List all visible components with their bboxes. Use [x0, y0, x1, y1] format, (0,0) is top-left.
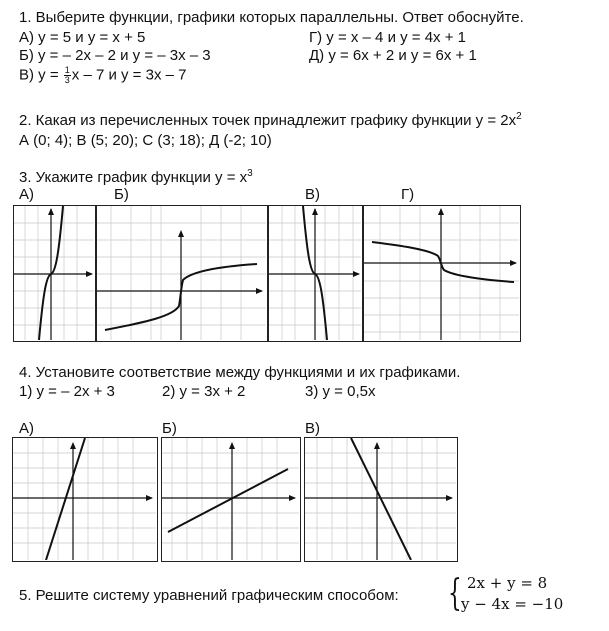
y-axis-arrow-icon: [312, 208, 318, 215]
q1-option-g: Г) y = x – 4 и y = 4x + 1: [309, 29, 466, 46]
q1-option-v: В) y = $\frac{1}{3}$ x – 7 и y = 3x – 7: [19, 65, 187, 85]
q4-label-b: Б): [162, 420, 177, 437]
q3-graph-b: [96, 205, 268, 342]
y-axis-arrow-icon: [438, 208, 444, 215]
q5-equation-1: 2x + y = 8: [467, 574, 548, 592]
q5-equation-2: y − 4x = −10: [461, 595, 564, 613]
q4-title: 4. Установите соответствие между функциями и их графиками.: [19, 364, 461, 381]
q1-option-a: А) y = 5 и y = x + 5: [19, 29, 146, 46]
line-graph: [46, 438, 85, 560]
q1-option-b: Б) y = – 2x – 2 и y = – 3x – 3: [19, 47, 211, 64]
q4-label-a: А): [19, 420, 34, 437]
q4-graph-b: [161, 437, 301, 562]
fraction-one-third: $\frac{1}{3}$: [64, 65, 70, 85]
q3-graph-v: [268, 205, 363, 342]
q1-title: 1. Выберите функции, графики которых параллельны. Ответ обоснуйте.: [19, 9, 524, 26]
x-axis-arrow-icon: [353, 271, 360, 277]
q4-function-1: 1) y = – 2x + 3: [19, 383, 115, 400]
q3-label-b: Б): [114, 186, 129, 203]
x-axis-arrow-icon: [289, 495, 296, 501]
q4-label-v: В): [305, 420, 320, 437]
y-axis-arrow-icon: [229, 442, 235, 449]
q3-title: 3. Укажите график функции $y = x^3$: [19, 168, 253, 186]
line-graph: [168, 469, 288, 532]
q4-function-2: 2) y = 3x + 2: [162, 383, 246, 400]
q3-label-a: А): [19, 186, 34, 203]
q5-title: 5. Решите систему уравнений графическим способом:: [19, 587, 399, 604]
q2-title: 2. Какая из перечисленных точек принадлежит графику функции $y = 2x^2$: [19, 111, 522, 129]
y-axis-arrow-icon: [70, 442, 76, 449]
q2-points: А (0; 4); В (5; 20); С (3; 18); Д (-2; 10): [19, 132, 272, 149]
x-axis-arrow-icon: [146, 495, 153, 501]
y-axis-arrow-icon: [374, 442, 380, 449]
x-axis-arrow-icon: [86, 271, 93, 277]
system-brace: {: [448, 573, 462, 614]
line-graph: [351, 438, 411, 560]
q3-graph-g: [363, 205, 521, 342]
q4-function-3: 3) y = 0,5x: [305, 383, 376, 400]
y-axis-arrow-icon: [178, 230, 184, 237]
q3-label-g: Г): [401, 186, 415, 203]
y-axis-arrow-icon: [48, 208, 54, 215]
x-axis-arrow-icon: [256, 288, 263, 294]
q4-graph-v: [304, 437, 458, 562]
q3-label-v: В): [305, 186, 320, 203]
q3-graph-a: [13, 205, 96, 342]
curve: [372, 242, 514, 282]
x-axis-arrow-icon: [446, 495, 453, 501]
x-axis-arrow-icon: [510, 260, 517, 266]
q4-graph-a: [12, 437, 158, 562]
q1-option-d: Д) y = 6x + 2 и y = 6x + 1: [309, 47, 477, 64]
